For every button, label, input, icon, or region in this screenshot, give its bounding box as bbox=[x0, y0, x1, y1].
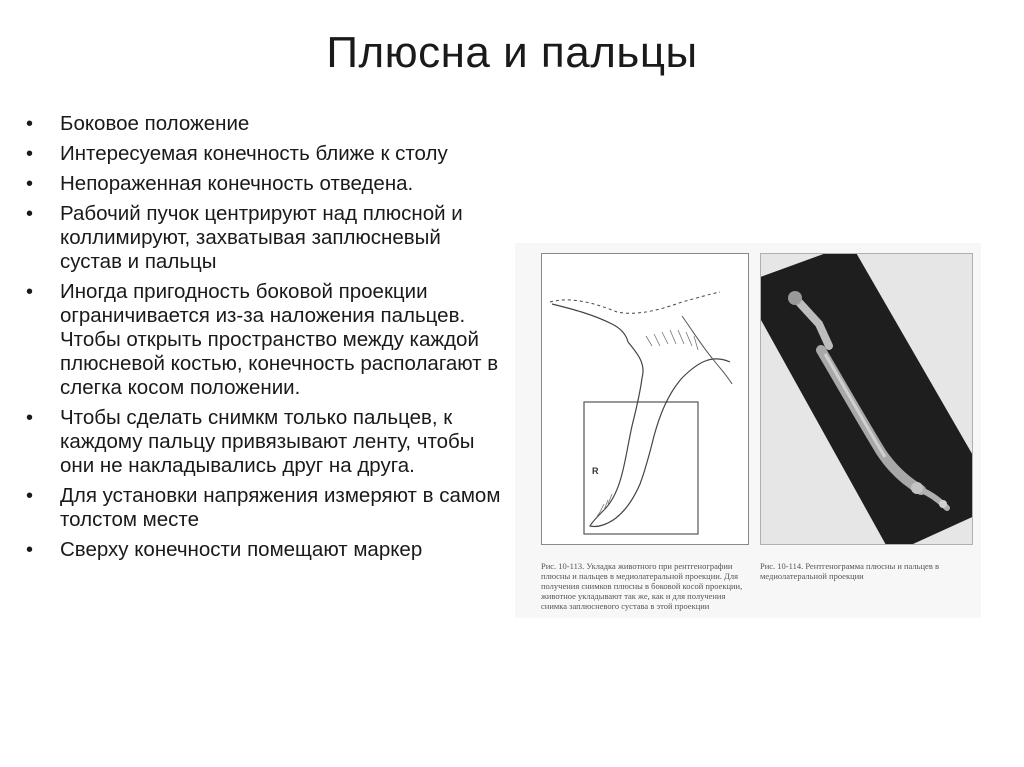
bullet-dot-icon: • bbox=[26, 203, 34, 225]
fur-hatching bbox=[646, 330, 698, 350]
bullet-item bbox=[24, 538, 504, 562]
lower-leg-outline bbox=[590, 342, 730, 527]
bullet-item bbox=[24, 280, 504, 400]
caption-right: Рис. 10-114. Рентгенограмма плюсны и пальцев в медиолатеральной проекции bbox=[760, 561, 939, 581]
bullet-item bbox=[24, 172, 504, 196]
paw-hatching bbox=[596, 494, 612, 518]
bullet-dot-icon: • bbox=[26, 485, 34, 507]
toe-tip bbox=[939, 500, 947, 508]
slide-title: Плюсна и пальцы bbox=[326, 28, 698, 77]
bullet-text: Чтобы сделать снимкм только пальцев, к каждому пальцу привязывают ленту, чтобы они не накладывались друг на друга. bbox=[60, 406, 475, 477]
bullet-item bbox=[24, 202, 504, 274]
bullet-item bbox=[24, 112, 504, 136]
collimation-frame bbox=[584, 402, 698, 534]
positioning-illustration bbox=[541, 253, 749, 545]
bullet-dot-icon: • bbox=[26, 173, 34, 195]
bullet-dot-icon: • bbox=[26, 539, 34, 561]
dog-leg-drawing bbox=[542, 254, 748, 544]
side-marker: R bbox=[592, 466, 599, 476]
bullet-text: Для установки напряжения измеряют в самом толстом месте bbox=[60, 484, 501, 531]
bullet-text: Боковое положение bbox=[60, 112, 250, 135]
bullet-dot-icon: • bbox=[26, 407, 34, 429]
bullet-text: Сверху конечности помещают маркер bbox=[60, 538, 423, 561]
bullet-dot-icon: • bbox=[26, 143, 34, 165]
bullet-list bbox=[24, 112, 504, 568]
toe-joint bbox=[911, 482, 923, 494]
bullet-item bbox=[24, 484, 504, 532]
figure-panel bbox=[515, 243, 981, 618]
bullet-text: Рабочий пучок центрируют над плюсной и коллимируют, захватывая заплюсневый сустав и пальцы bbox=[60, 202, 463, 273]
bullet-text: Иногда пригодность боковой проекции ограничивается из-за наложения пальцев. Чтобы открыть пространство между каждой плюсневой костью, конечность располагают в слегка косом положении. bbox=[60, 280, 499, 399]
bullet-text: Непораженная конечность отведена. bbox=[60, 172, 414, 195]
caption-left: Рис. 10-113. Укладка животного при рентгенографии плюсны и пальцев в медиолатеральной проекции. Для получения снимков плюсны в боковой косой проекции, животное укладывают так же, как и для получения снимка заплюсневого сустава в этой проекции bbox=[541, 561, 743, 611]
bullet-text: Интересуемая конечность ближе к столу bbox=[60, 142, 448, 165]
joint-shadow bbox=[788, 291, 802, 305]
bullet-dot-icon: • bbox=[26, 113, 34, 135]
xray-drawing bbox=[761, 254, 972, 544]
bullet-item bbox=[24, 406, 504, 478]
tail-outline bbox=[682, 316, 732, 384]
bullet-dot-icon: • bbox=[26, 281, 34, 303]
bullet-item bbox=[24, 142, 504, 166]
xray-image bbox=[760, 253, 973, 545]
upper-leg-outline bbox=[552, 304, 628, 342]
